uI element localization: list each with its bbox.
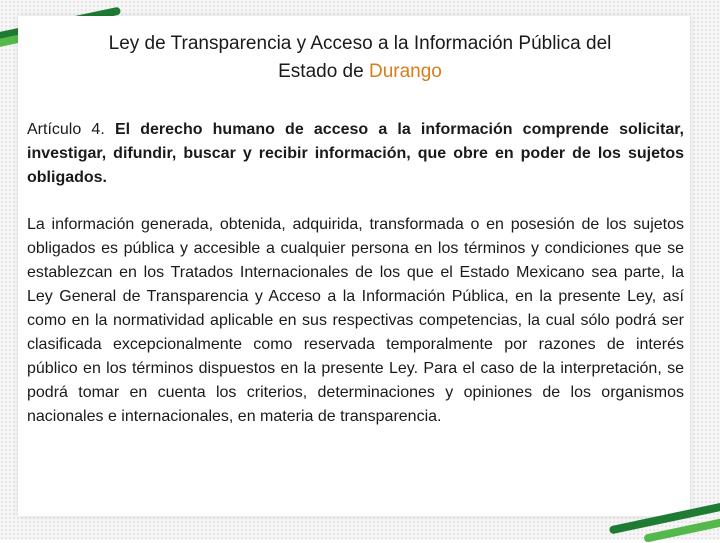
article-bold-text: El derecho humano de acceso a la información comprende solicitar, investigar, difundir, buscar y recibir información, que obre en poder de los sujetos obligados. bbox=[27, 121, 685, 186]
title-accent-durango: Durango bbox=[368, 61, 442, 82]
article-statement bbox=[27, 118, 684, 190]
article-body: La información generada, obtenida, adquirida, transformada o en posesión de los sujetos obligados es pública y accesible a cualquier persona en los términos y condiciones que se establezcan en los Tratados Internacionales de los que el Estado Mexicano sea parte, la Ley General de Transparencia y Acceso a la Información Pública, en la presente Ley, así como en la normatividad aplicable en sus respectivas competencias, la cual sólo podrá ser clasificada excepcionalmente como reservada temporalmente por razones de interés público en los términos dispuestos en la presente Ley. Para el caso de la interpretación, se podrá tomar en cuenta los criterios, determinaciones y opiniones de los organismos nacionales e internacionales, en materia de transparencia. bbox=[27, 216, 684, 425]
title-line-1: Ley de Transparencia y Acceso a la Información Pública del bbox=[108, 33, 612, 54]
article-label: Artículo 4. bbox=[27, 121, 105, 138]
title-line-2-prefix: Estado de bbox=[278, 61, 369, 82]
slide-title bbox=[40, 30, 680, 86]
